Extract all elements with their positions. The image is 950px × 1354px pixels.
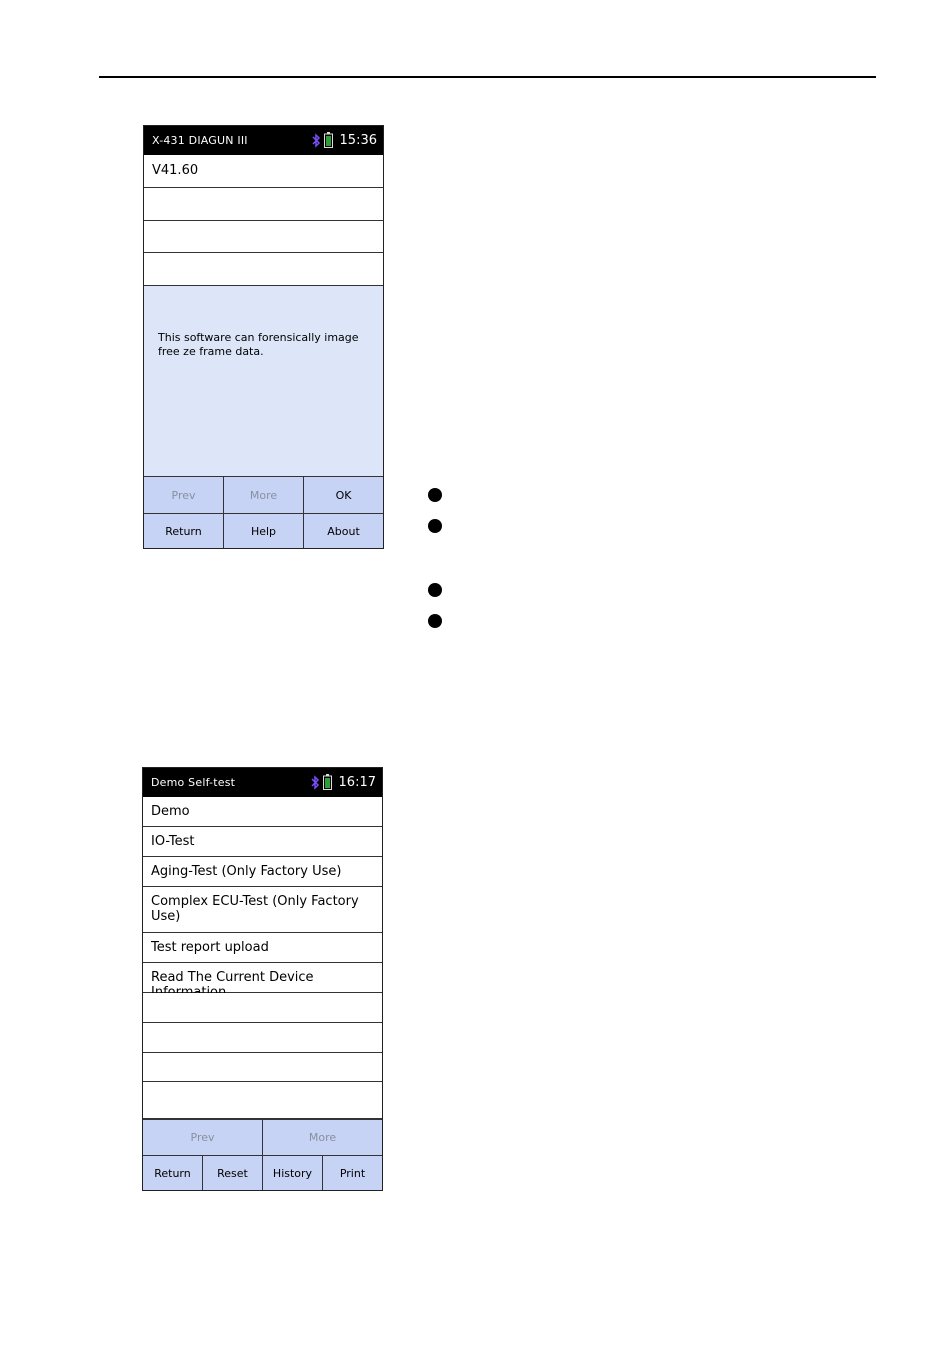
help-button[interactable]: Help [224, 513, 304, 548]
print-button[interactable]: Print [323, 1155, 382, 1190]
list-item [144, 253, 383, 286]
return-button[interactable]: Return [143, 1155, 203, 1190]
menu-item-aging-test[interactable] [143, 857, 382, 887]
bullet-icon [428, 583, 442, 597]
menu-item-demo[interactable] [143, 797, 382, 827]
menu-item-label: Demo [151, 804, 190, 819]
battery-icon [323, 774, 332, 790]
status-indicators [311, 774, 376, 790]
status-title: X-431 DIAGUN III [152, 134, 248, 147]
battery-icon [324, 132, 333, 148]
menu-item-io-test[interactable] [143, 827, 382, 857]
bullet-icon [428, 614, 442, 628]
reset-button[interactable]: Reset [203, 1155, 263, 1190]
menu-item-label: Aging-Test (Only Factory Use) [151, 864, 342, 879]
menu-item-complex-ecu-test[interactable] [143, 887, 382, 933]
device-screen-about [143, 125, 384, 549]
status-indicators [312, 132, 377, 148]
bullet-icon [428, 488, 442, 502]
status-time: 15:36 [339, 132, 377, 148]
status-time: 16:17 [338, 774, 376, 790]
status-title: Demo Self-test [151, 776, 236, 789]
status-bar [144, 126, 383, 155]
device-screen-self-test [142, 767, 383, 1191]
menu-item-label: Test report upload [151, 940, 269, 955]
page-top-rule [99, 76, 876, 78]
about-button[interactable]: About [304, 513, 383, 548]
menu-item-read-device-info[interactable] [143, 963, 382, 993]
menu-item-test-report-upload[interactable] [143, 933, 382, 963]
more-button[interactable]: More [263, 1119, 382, 1155]
menu-item-label: Complex ECU-Test (Only Factory Use) [151, 894, 359, 924]
list-item-label: V41.60 [152, 163, 199, 178]
return-button[interactable]: Return [144, 513, 224, 548]
list-item [143, 1082, 382, 1119]
ok-button[interactable]: OK [304, 476, 383, 513]
bullet-icon [428, 519, 442, 533]
message-text: This software can forensically image free ze frame data. [158, 331, 359, 358]
prev-button[interactable]: Prev [144, 476, 224, 513]
list-item [144, 221, 383, 253]
list-item [144, 188, 383, 221]
bluetooth-icon [311, 775, 320, 790]
bluetooth-icon [312, 133, 321, 148]
list-item [143, 1023, 382, 1053]
message-panel [144, 286, 383, 476]
menu-item-label: IO-Test [151, 834, 195, 849]
menu-item-label: Read The Current Device [151, 970, 314, 985]
prev-button[interactable]: Prev [143, 1119, 263, 1155]
history-button[interactable]: History [263, 1155, 323, 1190]
list-item [143, 993, 382, 1023]
list-item [143, 1053, 382, 1082]
status-bar [143, 768, 382, 797]
list-item [144, 155, 383, 188]
more-button[interactable]: More [224, 476, 304, 513]
